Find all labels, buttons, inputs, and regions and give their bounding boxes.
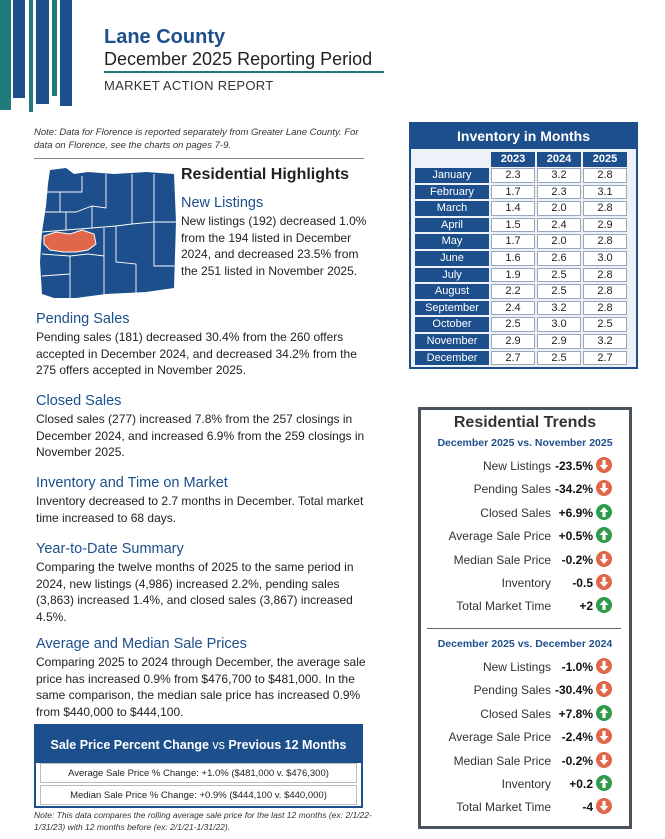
trend-row	[421, 573, 629, 593]
section-divider	[34, 158, 364, 159]
sale-price-change-title: Sale Price Percent Change vs Previous 12 Months	[36, 726, 361, 763]
oregon-county-map	[36, 166, 178, 304]
inventory-value: 2.9	[583, 218, 627, 233]
arrow-up-icon	[596, 705, 612, 721]
trend-value: -0.5	[572, 576, 593, 590]
month-label: March	[415, 201, 489, 216]
arrow-up-icon	[596, 504, 612, 520]
month-label: July	[415, 268, 489, 283]
trend-label: Pending Sales	[473, 683, 551, 698]
trends-subtitle-month: December 2025 vs. November 2025	[437, 437, 613, 449]
highlights-title: Residential Highlights	[181, 166, 350, 183]
trend-value: -30.4%	[554, 683, 593, 698]
trend-label: Inventory	[501, 777, 551, 791]
inventory-value: 2.4	[537, 218, 581, 233]
month-label: November	[415, 334, 489, 349]
trend-label: Median Sale Price	[453, 753, 551, 768]
closed-sales-heading: Closed Sales	[36, 393, 122, 409]
month-label: August	[415, 284, 489, 299]
year-header: 2024	[537, 152, 581, 167]
inventory-value: 2.8	[583, 284, 627, 299]
trend-label: Closed Sales	[480, 706, 551, 721]
inventory-time-heading: Inventory and Time on Market	[36, 475, 228, 491]
inventory-value: 2.5	[583, 317, 627, 332]
inventory-value: 3.2	[537, 301, 581, 316]
trend-row	[421, 456, 629, 476]
month-label: April	[415, 218, 489, 233]
trends-subtitle-year: December 2025 vs. December 2024	[437, 638, 613, 650]
sale-prices-text: Comparing 2025 to 2024 through December, the average sale price has increased 0.9% from $476,700 to $481,000. In the same comparison, the median sale price has increased 0.9% from $440,000 to $444,100.	[36, 655, 366, 719]
inventory-value: 2.8	[583, 201, 627, 216]
header-decorative-bars	[0, 0, 80, 114]
inventory-value: 3.2	[537, 168, 581, 183]
ytd-summary-heading: Year-to-Date Summary	[36, 541, 184, 557]
inventory-value: 1.6	[491, 251, 535, 266]
trend-label: Average Sale Price	[448, 730, 551, 745]
pending-sales-text: Pending sales (181) decreased 30.4% from the 260 offers accepted in December 2024, and decreased 34.2% from the 275 offers accepted in November 2025.	[36, 330, 357, 377]
closed-sales-text: Closed sales (277) increased 7.8% from the 257 closings in December 2024, and increased 6.9% from the 259 closings in November 2025.	[36, 412, 365, 459]
month-label: February	[415, 185, 489, 200]
inventory-value: 2.7	[583, 351, 627, 366]
inventory-value: 2.8	[583, 268, 627, 283]
inventory-value: 2.5	[537, 351, 581, 366]
trend-label: Total Market Time	[456, 599, 551, 614]
trend-row	[421, 503, 629, 523]
arrow-down-icon	[596, 574, 612, 590]
inventory-value: 1.4	[491, 201, 535, 216]
inventory-value: 1.7	[491, 185, 535, 200]
month-label: June	[415, 251, 489, 266]
report-name: MARKET ACTION REPORT	[104, 78, 274, 93]
inventory-table	[409, 122, 638, 369]
pending-sales-heading: Pending Sales	[36, 311, 130, 327]
average-sale-price-change: Average Sale Price % Change: +1.0% ($481,000 v. $476,300)	[40, 763, 357, 783]
inventory-value: 3.1	[583, 185, 627, 200]
arrow-down-icon	[596, 681, 612, 697]
trend-value: -23.5%	[554, 459, 593, 473]
new-listings-text: New listings (192) decreased 1.0% from the 194 listed in December 2024, and decreased 23.5% from the 251 listed in November 2025.	[181, 214, 367, 278]
inventory-value: 2.3	[537, 185, 581, 200]
inventory-value: 2.5	[491, 317, 535, 332]
trend-label: Closed Sales	[480, 505, 551, 520]
inventory-value: 2.0	[537, 234, 581, 249]
ytd-summary-text: Comparing the twelve months of 2025 to the same period in 2024, new listings (4,986) increased 2.2%, pending sales (3,863) increased 1.4%, and closed sales (3,867) increased 4.5%.	[36, 560, 354, 624]
inventory-value: 2.8	[583, 301, 627, 316]
arrow-down-icon	[596, 457, 612, 473]
inventory-value: 3.2	[583, 334, 627, 349]
month-label: January	[415, 168, 489, 183]
month-label: October	[415, 317, 489, 332]
page-title: Lane County	[104, 26, 226, 48]
trend-row	[421, 596, 629, 616]
inventory-value: 2.5	[537, 268, 581, 283]
trend-value: -1.0%	[561, 660, 593, 674]
arrow-down-icon	[596, 658, 612, 674]
inventory-value: 2.6	[537, 251, 581, 266]
inventory-value: 2.9	[537, 334, 581, 349]
trends-title: Residential Trends	[453, 414, 597, 431]
trend-label: Total Market Time	[456, 800, 551, 815]
inventory-value: 2.8	[583, 234, 627, 249]
arrow-up-icon	[596, 597, 612, 613]
trend-value: -4	[582, 800, 593, 815]
florence-note: Note: Data for Florence is reported separately from Greater Lane County. For data on Florence, see the charts on pages 7-9.	[34, 127, 359, 151]
inventory-value: 2.3	[491, 168, 535, 183]
trend-value: +0.2	[569, 777, 593, 791]
inventory-value: 3.0	[583, 251, 627, 266]
trend-row	[421, 657, 629, 677]
trend-label: Average Sale Price	[448, 529, 551, 544]
rolling-average-note: Note: This data compares the rolling average sale price for the last 12 months (ex: 2/1/22-1/31/23) with 12 months before (ex: 2/1/21-1/31/22).	[34, 810, 372, 832]
sale-price-change-box	[34, 724, 363, 808]
trend-row	[421, 797, 629, 817]
inventory-table-title: Inventory in Months	[411, 124, 636, 149]
trend-value: -0.2%	[561, 552, 593, 567]
month-label: May	[415, 234, 489, 249]
trend-row	[421, 550, 629, 570]
inventory-value: 2.2	[491, 284, 535, 299]
trend-row	[421, 479, 629, 499]
trend-value: +2	[579, 599, 593, 614]
inventory-value: 2.5	[537, 284, 581, 299]
arrow-down-icon	[596, 480, 612, 496]
arrow-up-icon	[596, 527, 612, 543]
header-divider	[104, 71, 384, 73]
trend-row	[421, 751, 629, 771]
inventory-value: 2.0	[537, 201, 581, 216]
trend-value: -0.2%	[561, 753, 593, 768]
month-label: December	[415, 351, 489, 366]
inventory-value: 2.7	[491, 351, 535, 366]
trend-value: +6.9%	[558, 505, 593, 520]
trends-divider	[427, 628, 621, 629]
inventory-value: 2.4	[491, 301, 535, 316]
median-sale-price-change: Median Sale Price % Change: +0.9% ($444,100 v. $440,000)	[40, 785, 357, 805]
trend-label: Median Sale Price	[453, 552, 551, 567]
new-listings-heading: New Listings	[181, 195, 264, 211]
inventory-value: 1.9	[491, 268, 535, 283]
sale-prices-heading: Average and Median Sale Prices	[36, 636, 247, 652]
residential-trends-panel	[418, 407, 632, 829]
year-header: 2023	[491, 152, 535, 167]
inventory-value: 2.8	[583, 168, 627, 183]
trend-label: Inventory	[501, 576, 551, 590]
inventory-value: 1.7	[491, 234, 535, 249]
reporting-period: December 2025 Reporting Period	[104, 49, 373, 69]
trend-row	[421, 526, 629, 546]
year-header: 2025	[583, 152, 627, 167]
trend-row	[421, 680, 629, 700]
trend-value: +7.8%	[558, 706, 593, 721]
trend-value: +0.5%	[558, 529, 593, 544]
trend-label: New Listings	[482, 459, 551, 473]
arrow-up-icon	[596, 775, 612, 791]
arrow-down-icon	[596, 798, 612, 814]
inventory-value: 1.5	[491, 218, 535, 233]
trend-value: -2.4%	[561, 730, 593, 745]
arrow-down-icon	[596, 752, 612, 768]
trend-value: -34.2%	[554, 482, 593, 497]
trend-row	[421, 704, 629, 724]
trend-row	[421, 774, 629, 794]
month-label: September	[415, 301, 489, 316]
trend-row	[421, 727, 629, 747]
arrow-down-icon	[596, 551, 612, 567]
inventory-value: 2.9	[491, 334, 535, 349]
inventory-time-text: Inventory decreased to 2.7 months in December. Total market time increased to 68 days.	[36, 494, 364, 525]
inventory-value: 3.0	[537, 317, 581, 332]
trend-label: New Listings	[482, 660, 551, 674]
arrow-down-icon	[596, 728, 612, 744]
trend-label: Pending Sales	[473, 482, 551, 497]
